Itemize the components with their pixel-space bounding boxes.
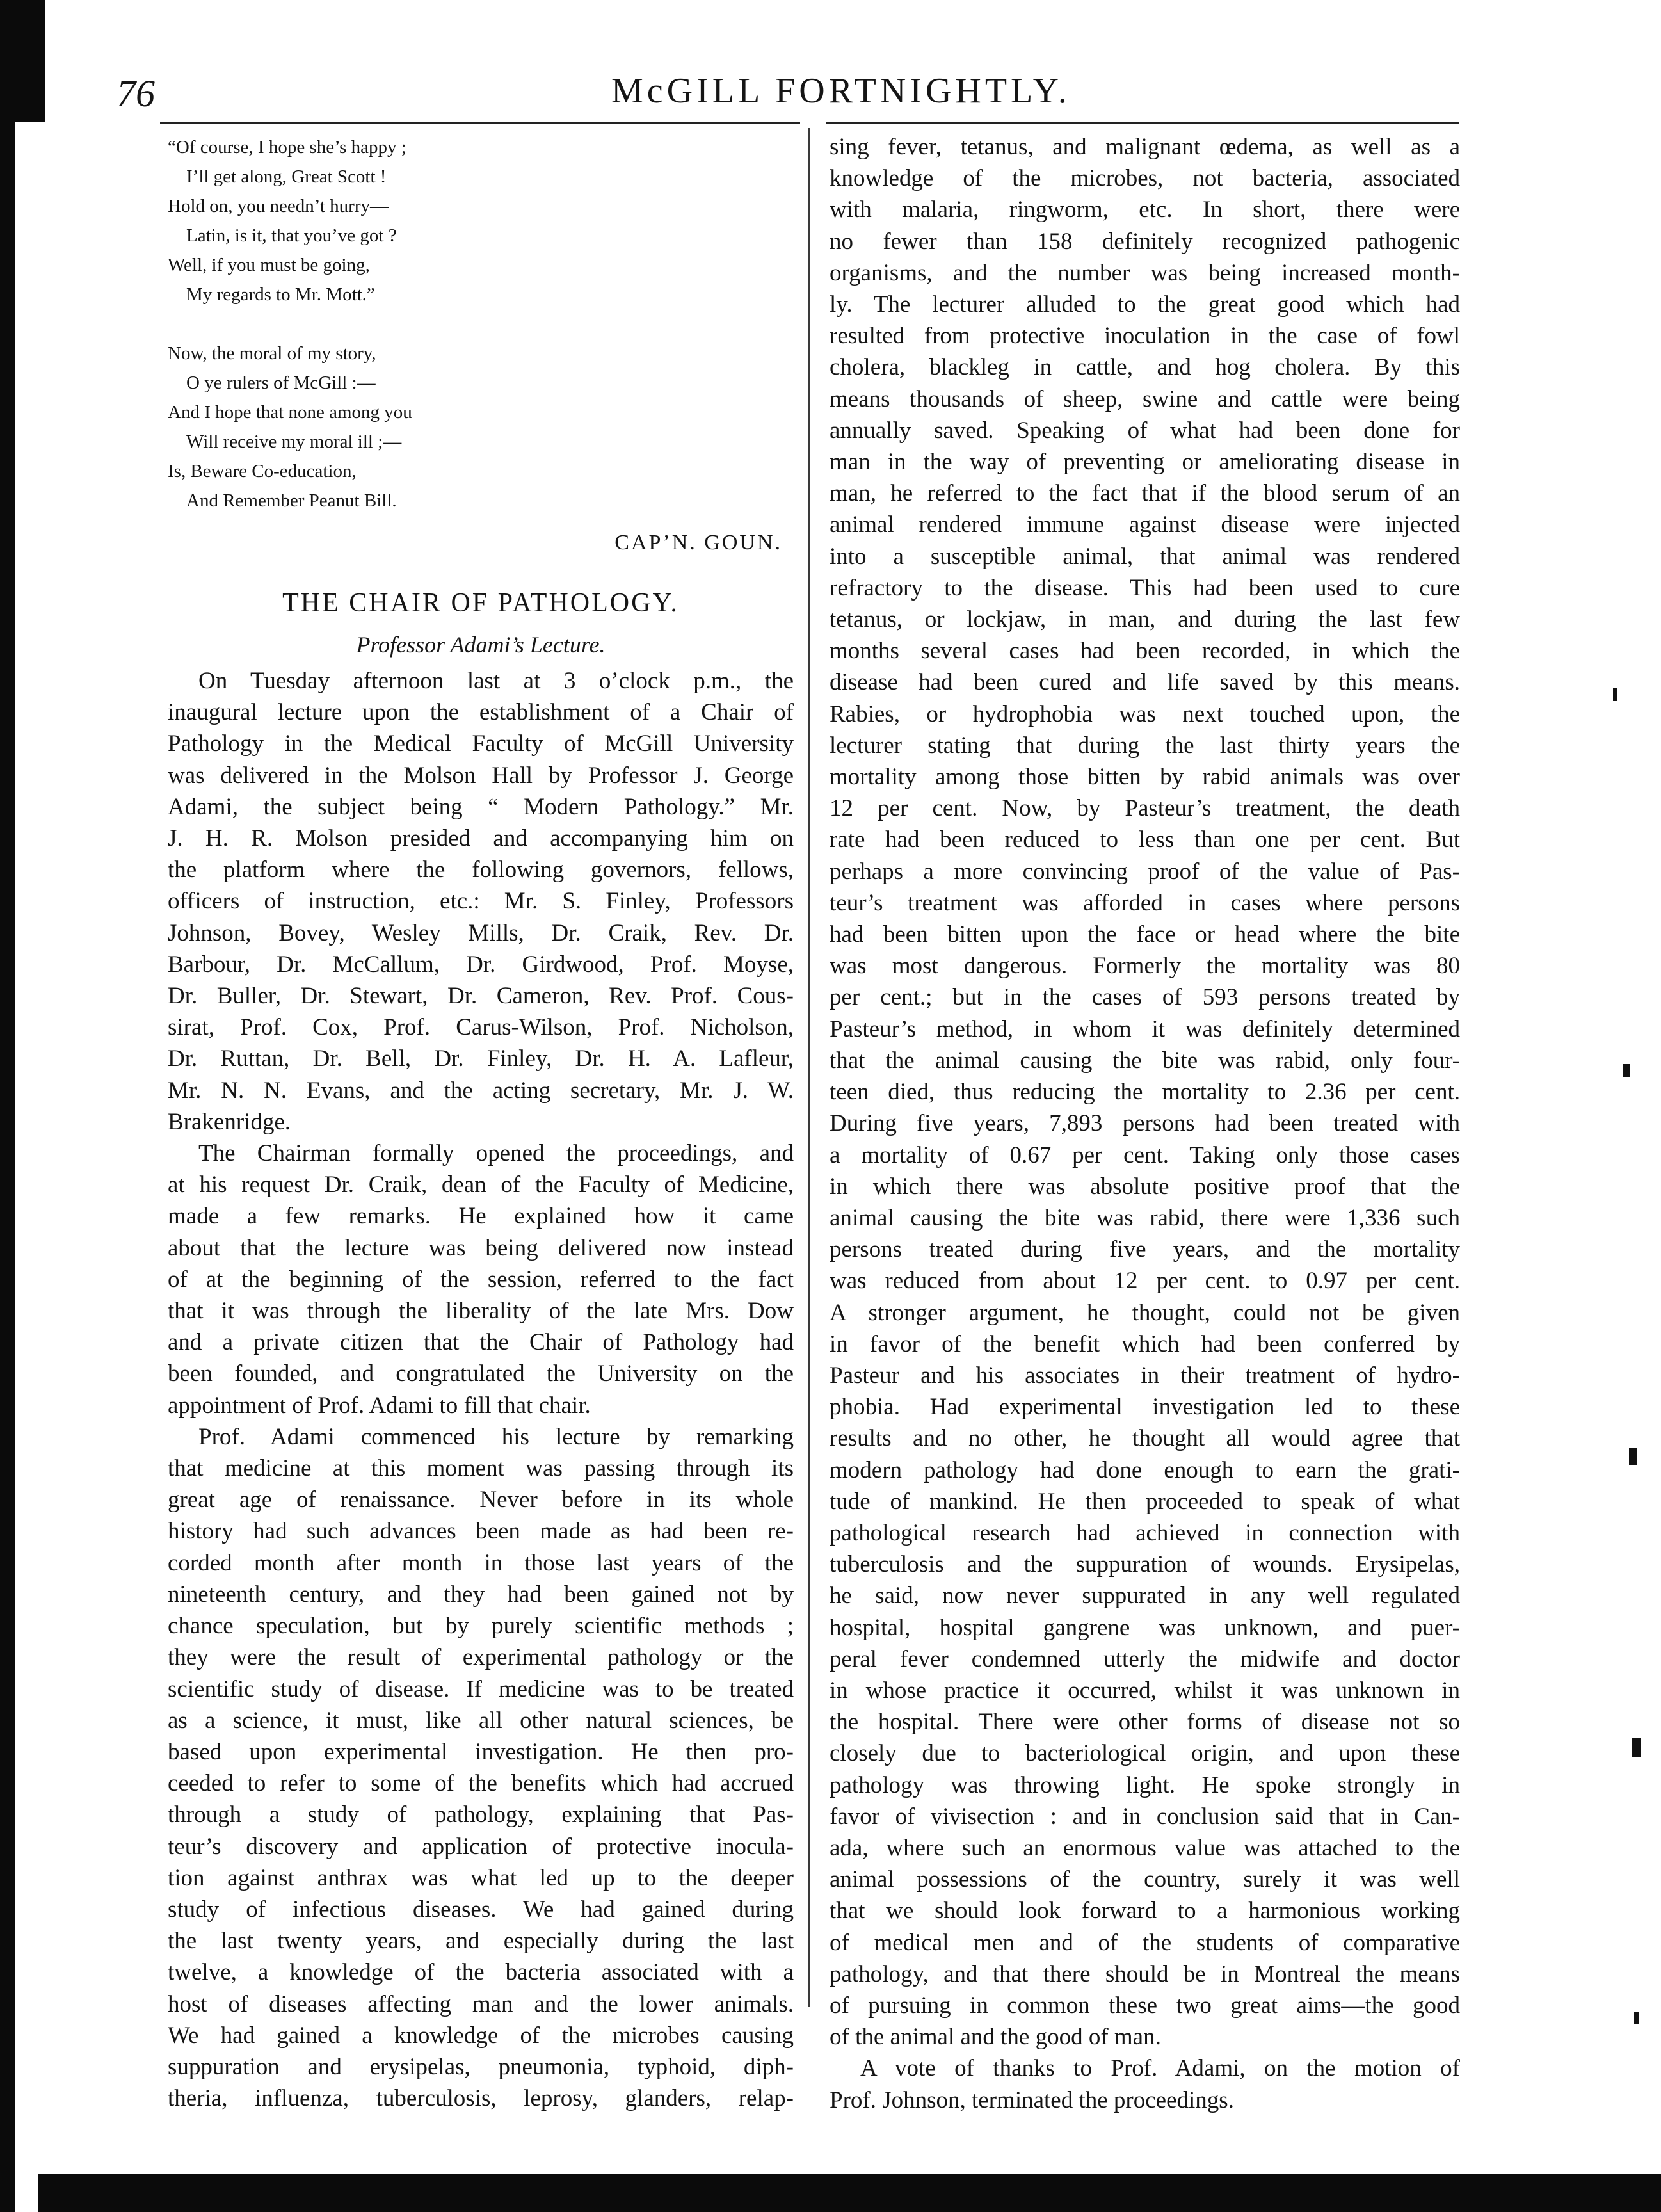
- text-line: Dr. Buller, Dr. Stewart, Dr. Cameron, Rev. Prof. Cous-: [168, 983, 794, 1010]
- text-line: We had gained a knowledge of the microbes causing: [168, 2022, 794, 2049]
- margin-mark: [1634, 2012, 1639, 2024]
- text-line: disease had been cured and life saved by this means.: [830, 669, 1460, 696]
- text-line: great age of renaissance. Never before in its whole: [168, 1487, 794, 1514]
- text-line: history had such advances been made as had been re-: [168, 1518, 794, 1545]
- text-line: in whose practice it occurred, whilst it was unknown in: [830, 1677, 1460, 1704]
- poem-line: O ye rulers of McGill :—: [168, 373, 376, 393]
- text-line: resulted from protective inoculation in the case of fowl: [830, 323, 1460, 350]
- page-number: 76: [116, 72, 155, 115]
- text-line: A vote of thanks to Prof. Adami, on the motion of: [860, 2055, 1460, 2082]
- text-line: that the animal causing the bite was rabid, only four-: [830, 1047, 1460, 1074]
- text-line: hospital, hospital gangrene was unknown, and puer-: [830, 1614, 1460, 1641]
- poem-line: I’ll get along, Great Scott !: [168, 166, 387, 187]
- text-line: Pasteur’s method, in whom it was definitely determined: [830, 1015, 1460, 1042]
- text-line: animal possessions of the country, surely it was well: [830, 1866, 1460, 1893]
- header-rule-left: [160, 122, 800, 124]
- text-line: A stronger argument, he thought, could not be given: [830, 1299, 1460, 1326]
- text-line: was delivered in the Molson Hall by Professor J. George: [168, 762, 794, 789]
- poem: [168, 133, 794, 515]
- text-line: that it was through the liberality of the late Mrs. Dow: [168, 1298, 794, 1325]
- text-line: The Chairman formally opened the proceedings, and: [198, 1140, 794, 1167]
- article-body-right: [830, 131, 1460, 2116]
- text-line: tion against anthrax was what led up to the deeper: [168, 1864, 794, 1891]
- page-spine-shadow: [0, 0, 15, 2212]
- poem-line: And Remember Peanut Bill.: [168, 490, 397, 511]
- text-line: closely due to bacteriological origin, and upon these: [830, 1740, 1460, 1767]
- text-line: that medicine at this moment was passing through its: [168, 1455, 794, 1482]
- text-line: twelve, a knowledge of the bacteria associated with a: [168, 1959, 794, 1986]
- text-line: Johnson, Bovey, Wesley Mills, Dr. Craik, Rev. Dr.: [168, 919, 794, 946]
- margin-mark: [1623, 1064, 1630, 1077]
- text-line: Rabies, or hydrophobia was next touched upon, the: [830, 700, 1460, 727]
- text-line: lecturer stating that during the last thirty years the: [830, 732, 1460, 759]
- text-line: Pasteur and his associates in their treatment of hydro-: [830, 1362, 1460, 1389]
- text-line: in which there was absolute positive proof that the: [830, 1173, 1460, 1200]
- stanza-break: [168, 309, 794, 339]
- running-head: McGILL FORTNIGHTLY.: [611, 71, 1071, 111]
- text-line: of the animal and the good of man.: [830, 2024, 1161, 2051]
- article-title: THE CHAIR OF PATHOLOGY.: [282, 588, 679, 618]
- text-line: Prof. Adami commenced his lecture by remarking: [198, 1423, 794, 1450]
- text-line: mortality among those bitten by rabid animals was over: [830, 764, 1460, 791]
- text-line: Mr. N. N. Evans, and the acting secretary, Mr. J. W.: [168, 1077, 794, 1104]
- text-line: study of infectious diseases. We had gained during: [168, 1896, 794, 1923]
- text-line: pathological research had achieved in connection with: [830, 1519, 1460, 1546]
- poem-line: “Of course, I hope she’s happy ;: [168, 137, 406, 157]
- article-body-left: [168, 665, 794, 2114]
- text-line: ly. The lecturer alluded to the great good which had: [830, 291, 1460, 318]
- text-line: appointment of Prof. Adami to fill that chair.: [168, 1392, 591, 1419]
- text-line: J. H. R. Molson presided and accompanying him on: [168, 825, 794, 852]
- text-line: During five years, 7,893 persons had been treated with: [830, 1110, 1460, 1137]
- text-line: tuberculosis and the suppuration of wounds. Erysipelas,: [830, 1551, 1460, 1578]
- text-line: made a few remarks. He explained how it came: [168, 1203, 794, 1230]
- text-line: sirat, Prof. Cox, Prof. Carus-Wilson, Prof. Nicholson,: [168, 1014, 794, 1041]
- text-line: tude of mankind. He then proceeded to speak of what: [830, 1488, 1460, 1515]
- page-corner-shadow: [0, 0, 45, 122]
- text-line: and a private citizen that the Chair of Pathology had: [168, 1329, 794, 1356]
- text-line: theria, influenza, tuberculosis, leprosy, glanders, relap-: [168, 2085, 794, 2112]
- text-line: animal rendered immune against disease were injected: [830, 512, 1460, 538]
- column-rule: [808, 128, 810, 2007]
- text-line: On Tuesday afternoon last at 3 o’clock p.m., the: [198, 668, 794, 694]
- text-line: results and no other, he thought all would agree that: [830, 1425, 1460, 1452]
- text-line: ceeded to refer to some of the benefits which had accrued: [168, 1770, 794, 1797]
- poem-line: Will receive my moral ill ;—: [168, 432, 402, 452]
- text-line: he said, now never suppurated in any well regulated: [830, 1583, 1460, 1610]
- text-line: into a susceptible animal, that animal was rendered: [830, 543, 1460, 570]
- text-line: rate had been reduced to less than one per cent. But: [830, 827, 1460, 853]
- text-line: the platform where the following governors, fellows,: [168, 857, 794, 884]
- text-line: the hospital. There were other forms of disease not so: [830, 1709, 1460, 1736]
- text-line: nineteenth century, and they had been gained not by: [168, 1581, 794, 1608]
- text-line: had been bitten upon the face or head where the bite: [830, 921, 1460, 948]
- text-line: phobia. Had experimental investigation led to these: [830, 1394, 1460, 1421]
- margin-mark: [1632, 1738, 1641, 1757]
- text-line: teur’s discovery and application of protective inocula-: [168, 1833, 794, 1860]
- text-line: in favor of the benefit which had been conferred by: [830, 1330, 1460, 1357]
- text-line: at his request Dr. Craik, dean of the Faculty of Medicine,: [168, 1172, 794, 1199]
- text-line: peral fever condemned utterly the midwife and doctor: [830, 1645, 1460, 1672]
- poem-line: Is, Beware Co-education,: [168, 461, 357, 481]
- text-line: pathology, and that there should be in Montreal the means: [830, 1960, 1460, 1987]
- poem-line: And I hope that none among you: [168, 402, 412, 423]
- text-line: scientific study of disease. If medicine was to be treated: [168, 1675, 794, 1702]
- text-line: officers of instruction, etc.: Mr. S. Finley, Professors: [168, 888, 794, 915]
- text-line: Adami, the subject being “ Modern Pathology.” Mr.: [168, 793, 794, 820]
- text-line: of at the beginning of the session, referred to the fact: [168, 1266, 794, 1293]
- text-line: sing fever, tetanus, and malignant œdema, as well as a: [830, 134, 1460, 160]
- poem-line: My regards to Mr. Mott.”: [168, 284, 375, 305]
- margin-mark: [1613, 688, 1617, 701]
- text-line: modern pathology had done enough to earn the grati-: [830, 1457, 1460, 1483]
- text-line: tetanus, or lockjaw, in man, and during the last few: [830, 606, 1460, 633]
- text-line: refractory to the disease. This had been used to cure: [830, 574, 1460, 601]
- text-line: teen died, thus reducing the mortality to 2.36 per cent.: [830, 1079, 1460, 1106]
- text-line: annually saved. Speaking of what had been done for: [830, 417, 1460, 444]
- poem-signature: CAP’N. GOUN.: [614, 531, 782, 554]
- text-line: based upon experimental investigation. He then pro-: [168, 1738, 794, 1765]
- text-line: months several cases had been recorded, in which the: [830, 638, 1460, 665]
- text-line: Dr. Ruttan, Dr. Bell, Dr. Finley, Dr. H. A. Lafleur,: [168, 1045, 794, 1072]
- text-line: was most dangerous. Formerly the mortality was 80: [830, 953, 1460, 980]
- text-line: Pathology in the Medical Faculty of McGill University: [168, 731, 794, 757]
- text-line: cholera, blackleg in cattle, and hog cholera. By this: [830, 354, 1460, 381]
- text-line: through a study of pathology, explaining that Pas-: [168, 1802, 794, 1829]
- poem-line: Hold on, you needn’t hurry—: [168, 196, 389, 216]
- text-line: persons treated during five years, and the mortality: [830, 1236, 1460, 1263]
- text-line: of medical men and of the students of comparative: [830, 1929, 1460, 1956]
- text-line: of pursuing in common these two great aims—the good: [830, 1992, 1460, 2019]
- margin-mark: [1629, 1448, 1637, 1465]
- text-line: with malaria, ringworm, etc. In short, there were: [830, 197, 1460, 223]
- text-line: as a science, it must, like all other natural sciences, be: [168, 1707, 794, 1734]
- page-bottom-shadow: [38, 2174, 1661, 2212]
- text-line: knowledge of the microbes, not bacteria, associated: [830, 165, 1460, 192]
- text-line: ada, where such an enormous value was attached to the: [830, 1834, 1460, 1861]
- text-line: Prof. Johnson, terminated the proceedings.: [830, 2087, 1234, 2113]
- text-line: animal causing the bite was rabid, there were 1,336 such: [830, 1204, 1460, 1231]
- text-line: man in the way of preventing or ameliorating disease in: [830, 449, 1460, 476]
- text-line: teur’s treatment was afforded in cases where persons: [830, 889, 1460, 916]
- text-line: the last twenty years, and especially during the last: [168, 1928, 794, 1955]
- text-line: perhaps a more convincing proof of the value of Pas-: [830, 858, 1460, 885]
- text-line: about that the lecture was being delivered now instead: [168, 1234, 794, 1261]
- text-line: suppuration and erysipelas, pneumonia, typhoid, diph-: [168, 2053, 794, 2080]
- text-line: host of diseases affecting man and the lower animals.: [168, 1990, 794, 2017]
- text-line: means thousands of sheep, swine and cattle were being: [830, 385, 1460, 412]
- poem-line: Latin, is it, that you’ve got ?: [168, 225, 397, 246]
- text-line: no fewer than 158 definitely recognized pathogenic: [830, 228, 1460, 255]
- left-column: [168, 131, 794, 2114]
- text-line: man, he referred to the fact that if the blood serum of an: [830, 480, 1460, 507]
- text-line: they were the result of experimental pathology or the: [168, 1644, 794, 1671]
- text-line: inaugural lecture upon the establishment of a Chair of: [168, 699, 794, 726]
- text-line: was reduced from about 12 per cent. to 0.97 per cent.: [830, 1268, 1460, 1295]
- text-line: corded month after month in those last years of the: [168, 1549, 794, 1576]
- poem-line: Well, if you must be going,: [168, 255, 370, 275]
- text-line: Barbour, Dr. McCallum, Dr. Girdwood, Prof. Moyse,: [168, 951, 794, 978]
- poem-line: Now, the moral of my story,: [168, 343, 376, 364]
- text-line: pathology was throwing light. He spoke strongly in: [830, 1772, 1460, 1798]
- article-subtitle: Professor Adami’s Lecture.: [356, 632, 606, 658]
- text-line: 12 per cent. Now, by Pasteur’s treatment, the death: [830, 795, 1460, 822]
- text-line: been founded, and congratulated the University on the: [168, 1360, 794, 1387]
- text-line: per cent.; but in the cases of 593 persons treated by: [830, 984, 1460, 1011]
- text-line: a mortality of 0.67 per cent. Taking only those cases: [830, 1142, 1460, 1168]
- text-line: organisms, and the number was being increased month-: [830, 259, 1460, 286]
- text-line: chance speculation, but by purely scientific methods ;: [168, 1613, 794, 1640]
- header-rule-right: [826, 122, 1459, 124]
- text-line: favor of vivisection : and in conclusion said that in Can-: [830, 1803, 1460, 1830]
- text-line: Brakenridge.: [168, 1108, 291, 1135]
- text-line: that we should look forward to a harmonious working: [830, 1898, 1460, 1925]
- right-column: [830, 131, 1460, 2116]
